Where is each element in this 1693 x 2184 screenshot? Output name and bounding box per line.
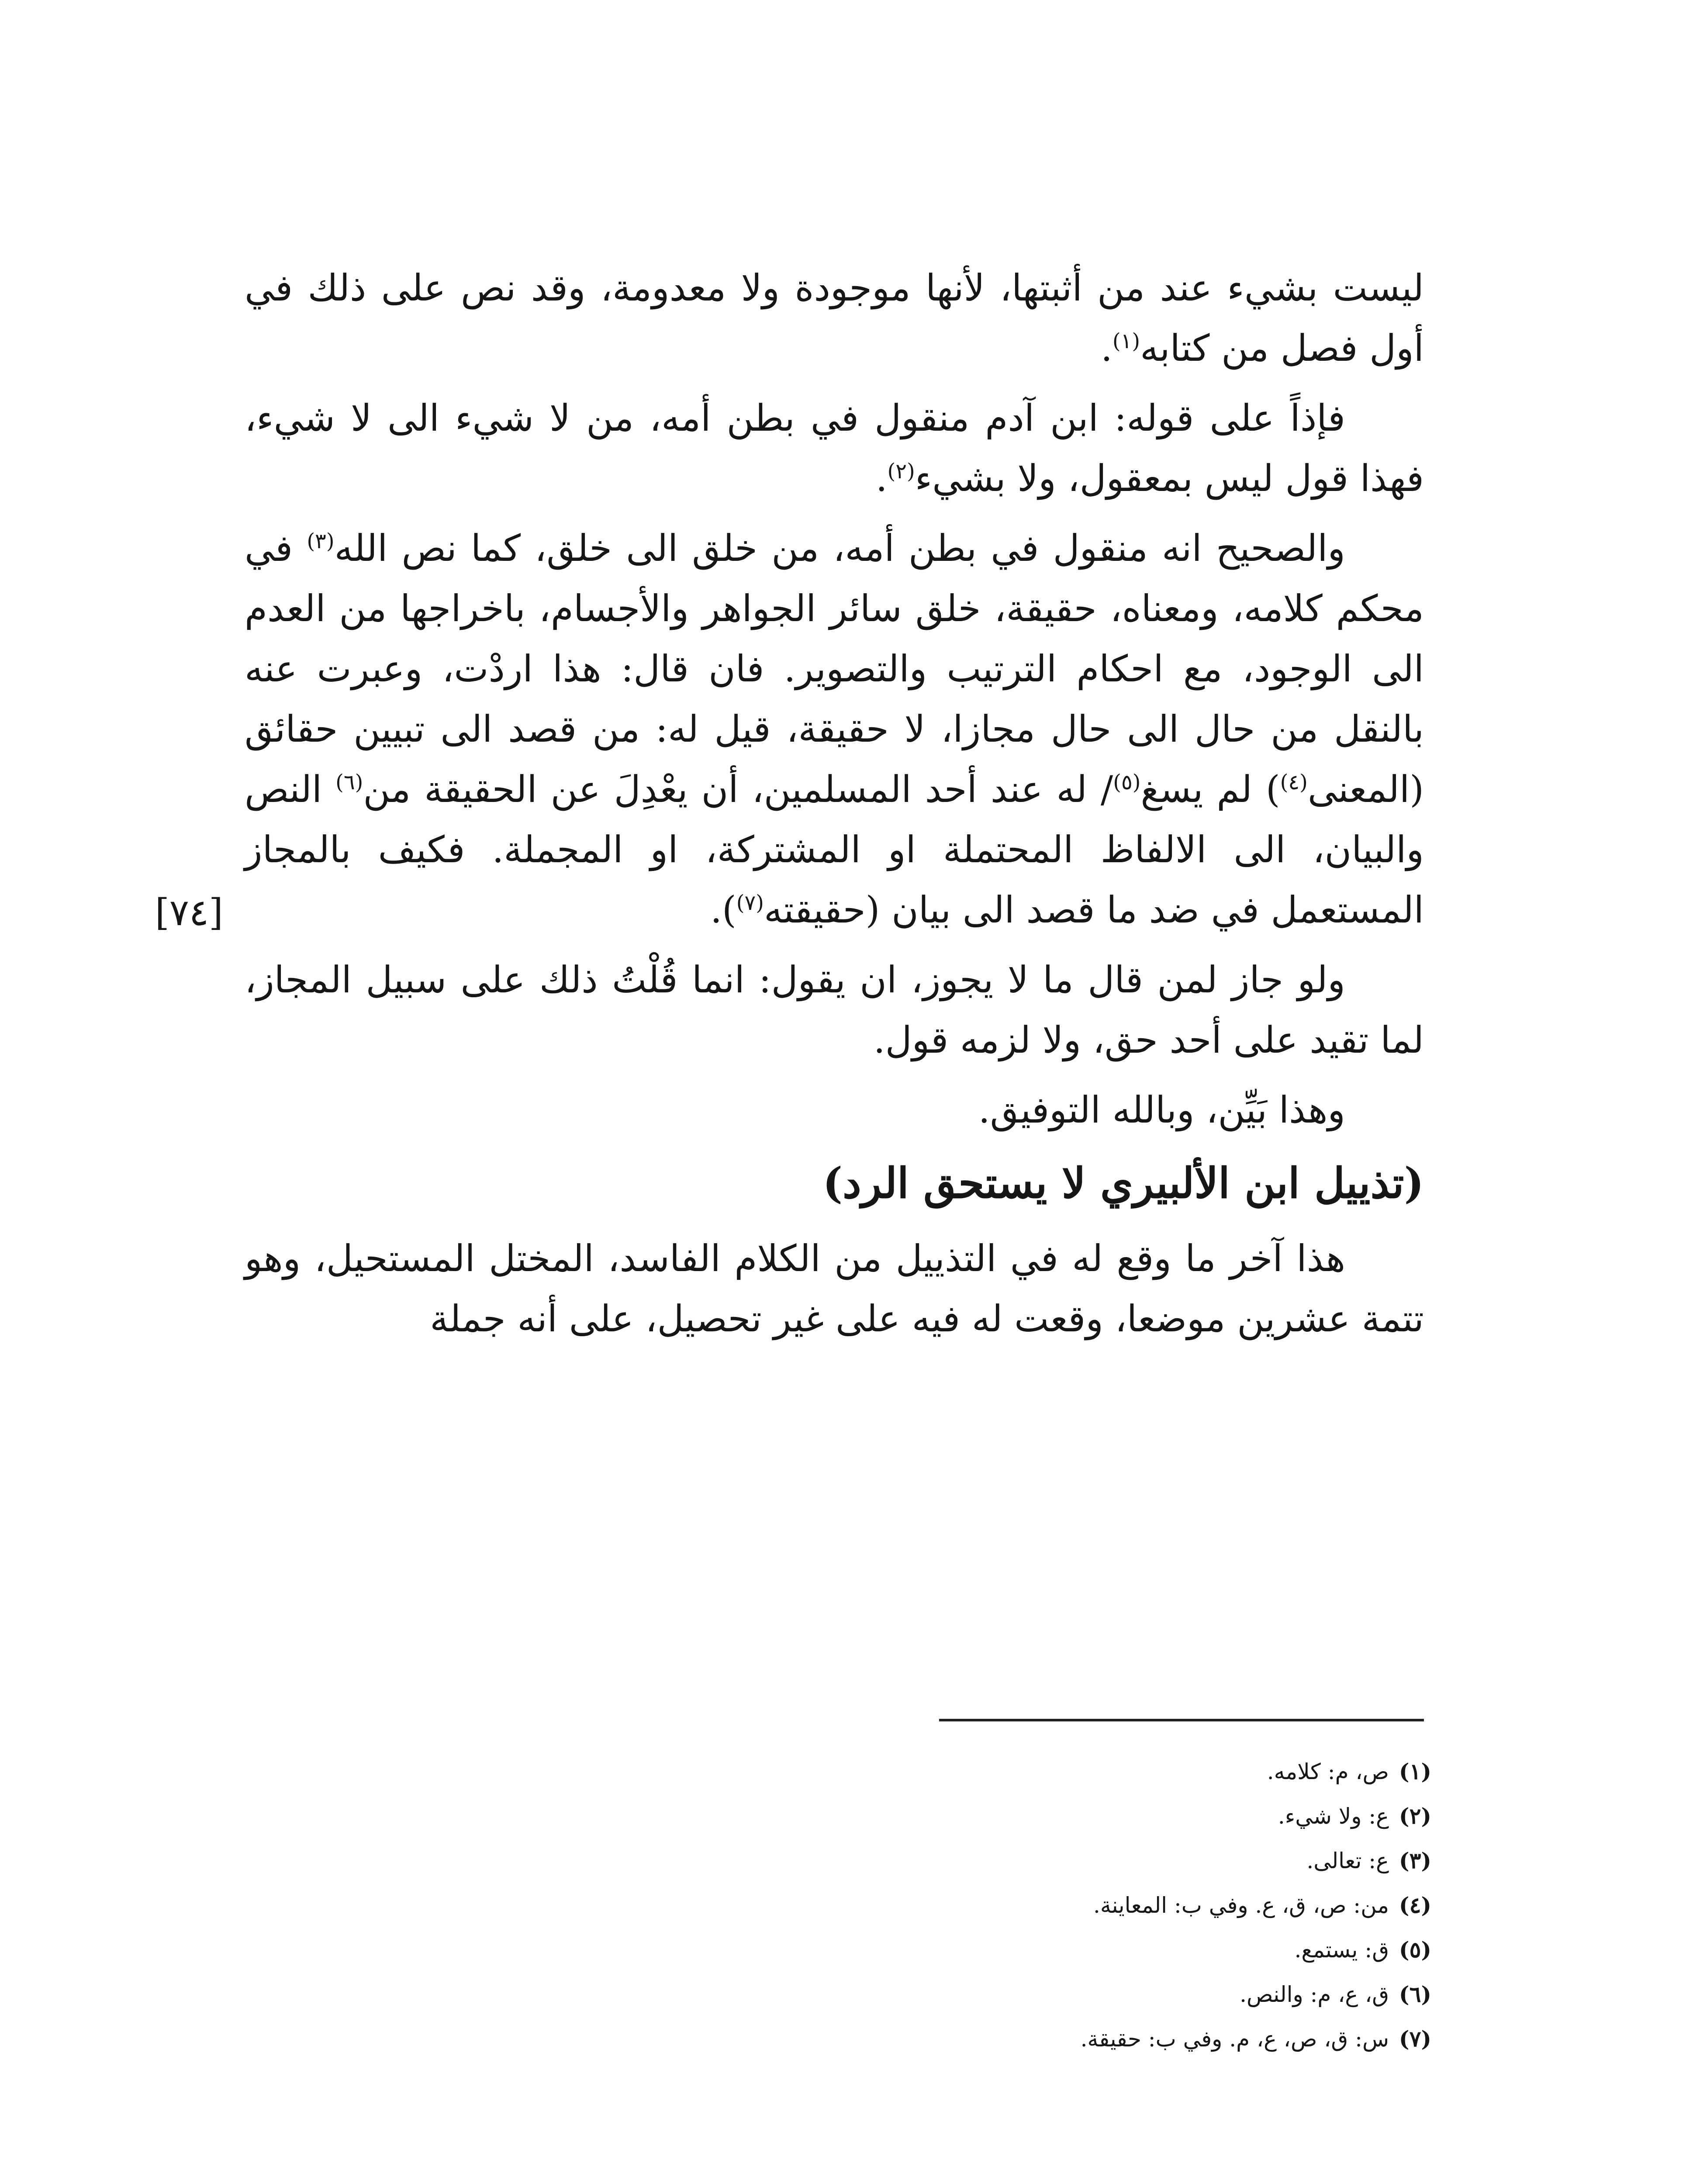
footnote-text: ق، ع، م: والنص. [1240, 1982, 1389, 2007]
footnote-ref-4: (٤) [1280, 770, 1308, 795]
manuscript-folio-marker: [٧٤] [155, 891, 223, 934]
paragraph-3-text-a: والصحيح انه منقول في بطن أمه، من خلق الى خلق، كما نص الله [334, 527, 1345, 570]
footnote-item [655, 1838, 1441, 1883]
main-text [245, 258, 1424, 1358]
footnote-number: (٥) [1399, 1937, 1432, 1963]
paragraph-3 [245, 518, 1424, 940]
footnote-item [655, 1928, 1441, 1972]
footnote-ref-5: (٥) [1113, 770, 1141, 795]
paragraph-1-text: ليست بشيء عند من أثبتها، لأنها موجودة ولا معدومة، وقد نص على ذلك في أول فصل من كتابه [245, 266, 1424, 370]
paragraph-6-text: هذا آخر ما وقع له في التذييل من الكلام الفاسد، المختل المستحيل، وهو تتمة عشرين موضعا، وقعت له فيه على غير تحصيل، على أنه جملة [245, 1237, 1424, 1340]
footnote-text: ص، م: كلامه. [1267, 1759, 1389, 1784]
footnote-number: (١) [1399, 1759, 1432, 1784]
paragraph-5-text: وهذا بَيِّن، وبالله التوفيق. [978, 1089, 1345, 1131]
paragraph-6 [245, 1228, 1424, 1349]
paragraph-3-text-c: ) لم يسغ [1140, 768, 1280, 811]
footnote-item [655, 1883, 1441, 1928]
footnote-divider [939, 1719, 1424, 1721]
footnote-ref-2: (٢) [887, 459, 915, 484]
paragraph-3-end: ). [710, 888, 736, 931]
paragraph-2 [245, 388, 1424, 508]
footnote-number: (٧) [1399, 2026, 1432, 2052]
footnote-number: (٦) [1399, 1981, 1432, 2007]
footnote-item [655, 1749, 1441, 1794]
paragraph-4-text: ولو جاز لمن قال ما لا يجوز، ان يقول: انما قُلْتُ ذلك على سبيل المجاز، لما تقيد على أحد حق، ولا لزمه قول. [245, 958, 1424, 1061]
paragraph-3-text-e: النص والبيان، الى الالفاظ المحتملة او المشتركة، او المجملة. فكيف بالمجاز المستعمل في ضد ما قصد الى بيان (حقيقته [245, 768, 1424, 931]
footnote-item [655, 1794, 1441, 1838]
paragraph-1-end: . [1101, 327, 1113, 370]
paragraph-4 [245, 950, 1424, 1070]
footnote-item [655, 2017, 1441, 2061]
paragraph-2-text: فإذاً على قوله: ابن آدم منقول في بطن أمه، من لا شيء الى لا شيء، فهذا قول ليس بمعقول، ولا بشيء [245, 397, 1424, 500]
footnote-ref-1: (١) [1112, 329, 1140, 353]
footnote-text: س: ق، ص، ع، م. وفي ب: حقيقة. [1080, 2026, 1389, 2052]
footnote-text: ع: تعالى. [1306, 1848, 1389, 1873]
paragraph-5 [245, 1080, 1424, 1140]
footnotes-list [655, 1749, 1441, 2061]
footnote-text: ق: يستمع. [1294, 1937, 1389, 1963]
footnote-item [655, 1972, 1441, 2017]
paragraph-1 [245, 258, 1424, 378]
paragraph-3-text-b: في محكم كلامه، ومعناه، حقيقة، خلق سائر الجواهر والأجسام، باخراجها من العدم الى الوجود، مع احكام الترتيب والتصوير. فان قال: هذا اردْت، وعبرت عنه بالنقل من حال الى حال مجازا، لا حقيقة، قيل له: من قصد الى تبيين حقائق (المعنى [245, 527, 1424, 811]
section-heading: (تذييل ابن الألبيري لا يستحق الرد) [822, 1158, 1424, 1208]
paragraph-2-end: . [875, 457, 888, 500]
footnote-ref-7: (٧) [736, 891, 764, 915]
footnote-ref-6: (٦) [335, 770, 363, 795]
footnote-number: (٣) [1399, 1848, 1432, 1873]
footnote-text: ع: ولا شيء. [1278, 1804, 1389, 1829]
footnote-number: (٤) [1399, 1892, 1432, 1918]
footnote-ref-3: (٣) [307, 529, 335, 553]
paragraph-3-text-d: / له عند أحد المسلمين، أن يعْدِلَ عن الحقيقة من [363, 768, 1113, 811]
footnote-number: (٢) [1399, 1803, 1432, 1829]
footnote-text: من: ص، ق، ع. وفي ب: المعاينة. [1093, 1893, 1389, 1918]
